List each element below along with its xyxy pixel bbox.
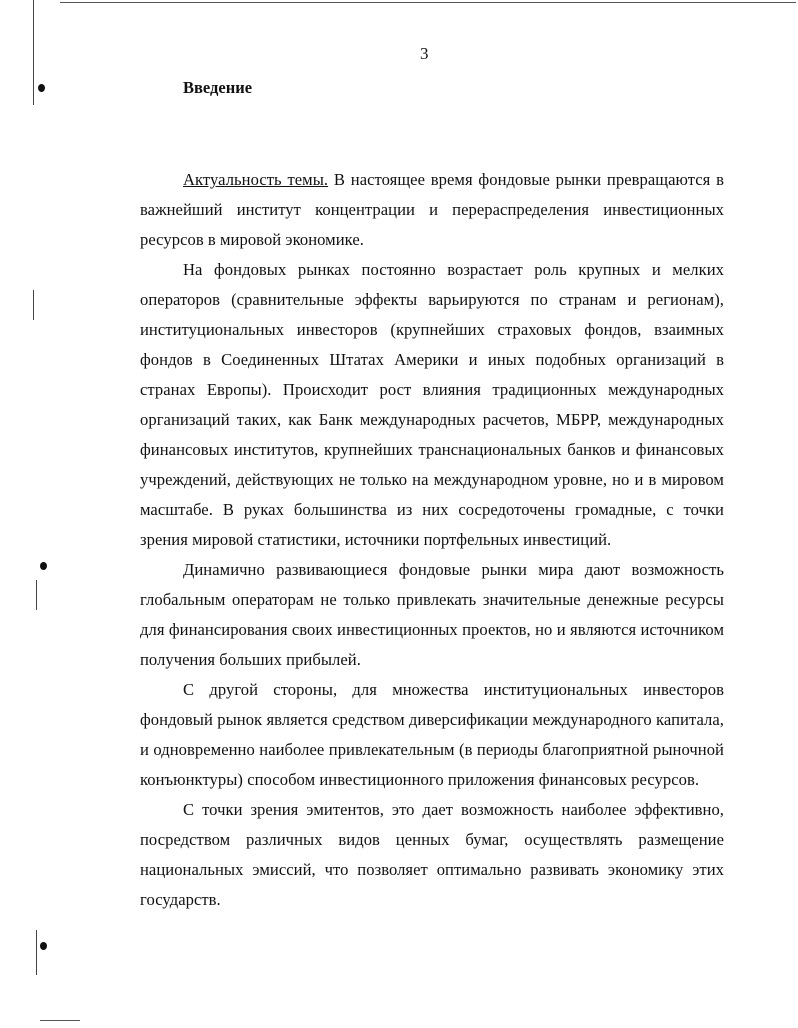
page-top-border xyxy=(60,2,796,3)
paragraph: На фондовых рынках постоянно возрастает роль крупных и мелких операторов (сравнительные эффекты варьируются по странам и регионам), институциональных инвесторов (крупнейших страховых фондов, взаимных фондов в Соединенных Штатах Америки и иных подобных организаций в странах Европы). Происходит рост влияния традиционных международных организаций таких, как Банк международных расчетов, МБРР, международных финансовых институтов, крупнейших транснациональных банков и финансовых учреждений, действующих не только на международном уровне, но и в мировом масштабе. В руках большинства из них сосредоточены громадные, с точки зрения мировой статистики, источники портфельных инвестиций. xyxy=(140,260,724,549)
margin-line xyxy=(36,580,37,610)
section-heading: Введение xyxy=(183,78,253,97)
paragraph xyxy=(140,165,724,255)
paragraph: С другой стороны, для множества институциональных инвесторов фондовый рынок является средством диверсификации международного капитала, и одновременно наиболее привлекательным (в периоды благоприятной рыночной конъюнктуры) способом инвестиционного приложения финансовых ресурсов. xyxy=(140,680,724,789)
binder-hole-mark xyxy=(40,562,47,570)
margin-line xyxy=(33,290,34,320)
paragraph-lead: Актуальность темы. xyxy=(183,170,329,189)
body-text xyxy=(140,165,724,915)
binder-hole-mark xyxy=(38,84,45,92)
page-number: 3 xyxy=(420,44,429,63)
binder-hole-mark xyxy=(40,942,47,950)
margin-line xyxy=(33,0,34,105)
margin-line xyxy=(36,930,37,975)
paragraph: С точки зрения эмитентов, это дает возможность наиболее эффективно, посредством различных видов ценных бумаг, осуществлять размещение национальных эмиссий, что позволяет оптимально развивать экономику этих государств. xyxy=(140,800,724,909)
bottom-edge-mark xyxy=(40,1020,80,1021)
paragraph-text: В настоящее время фондовые рынки превращаются в важнейший институт концентрации и перераспределения инвестиционных ресурсов в мировой экономике. xyxy=(140,170,724,249)
paragraph: Динамично развивающиеся фондовые рынки мира дают возможность глобальным операторам не только привлекать значительные денежные ресурсы для финансирования своих инвестиционных проектов, но и являются источником получения больших прибылей. xyxy=(140,560,724,669)
